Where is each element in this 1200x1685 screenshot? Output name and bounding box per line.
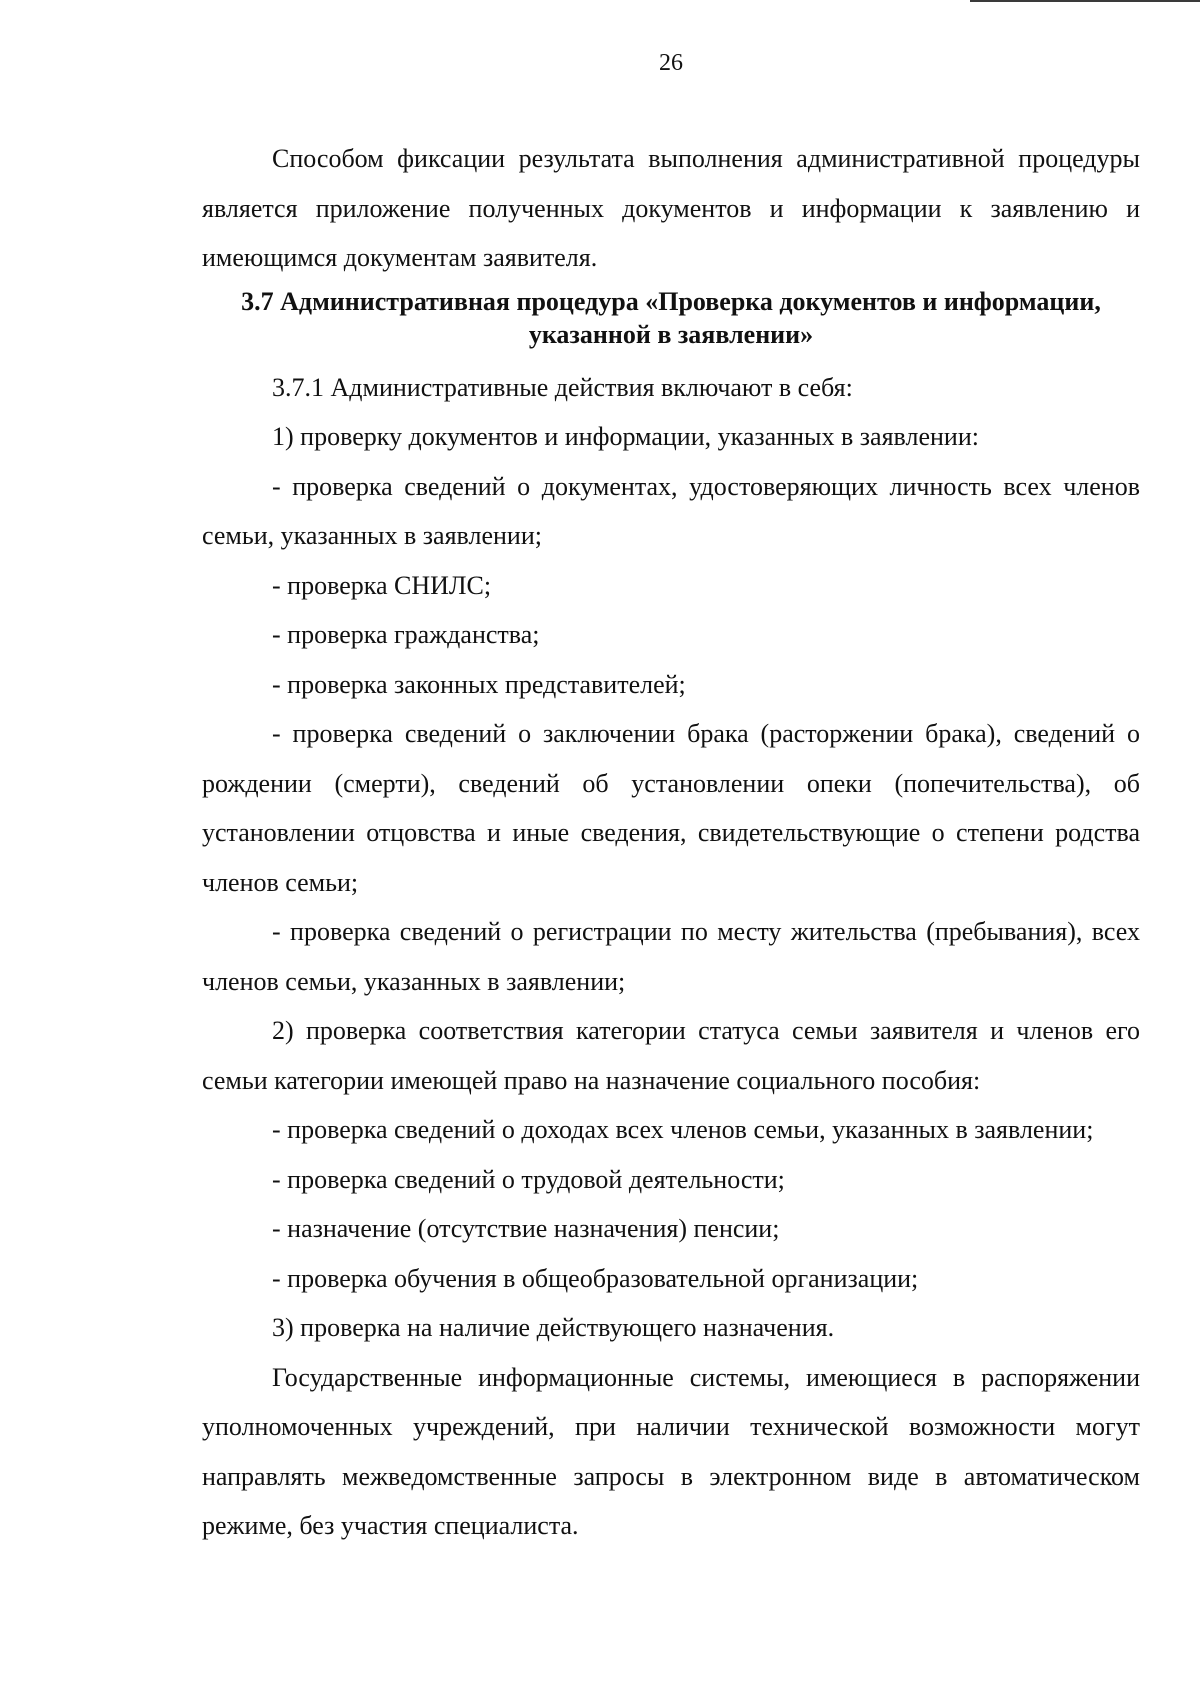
- list-subitem-employment: - проверка сведений о трудовой деятельности;: [272, 1164, 785, 1194]
- list-subitem-registration: - проверка сведений о регистрации по месту жительства (пребывания), всех членов семьи, указанных в заявлении;: [202, 917, 1140, 996]
- list-subitem-pension: - назначение (отсутствие назначения) пенсии;: [272, 1214, 780, 1243]
- list-item-3: 3) проверка на наличие действующего назначения.: [272, 1313, 835, 1342]
- paragraph-fixation: Способом фиксации результата выполнения административной процедуры является приложение полученных документов и информации к заявлению и имеющимся документам заявителя.: [202, 144, 1140, 272]
- list-subitem-representatives: - проверка законных представителей;: [272, 669, 686, 699]
- list-subitem-marriage: - проверка сведений о заключении брака (расторжении брака), сведений о рождении (смерти), сведений об установлении опеки (попечительства), об установлении отцовства и иные сведения, свидетельствующие о степени родства членов семьи;: [202, 719, 1140, 897]
- list-item-1: 1) проверку документов и информации, указанных в заявлении:: [272, 422, 979, 451]
- page-number: 26: [659, 50, 683, 76]
- document-body: [202, 134, 1140, 1551]
- paragraph-3-7-1: 3.7.1 Административные действия включают в себя:: [272, 372, 853, 402]
- section-heading-line-1: 3.7 Административная процедура «Проверка документов и информации,: [241, 286, 1101, 316]
- list-subitem-citizenship: - проверка гражданства;: [272, 620, 540, 649]
- section-heading: [202, 285, 1140, 351]
- list-subitem-income: - проверка сведений о доходах всех членов семьи, указанных в заявлении;: [272, 1115, 1094, 1144]
- scan-edge-line: [970, 0, 1200, 2]
- section-heading-line-2: указанной в заявлении»: [528, 319, 814, 349]
- list-subitem-education: - проверка обучения в общеобразовательной организации;: [272, 1263, 919, 1293]
- list-item-2: 2) проверка соответствия категории статуса семьи заявителя и членов его семьи категории имеющей право на назначение социального пособия:: [202, 1016, 1140, 1095]
- list-subitem-snils: - проверка СНИЛС;: [272, 570, 492, 600]
- list-subitem-identity: - проверка сведений о документах, удостоверяющих личность всех членов семьи, указанных в заявлении;: [202, 471, 1140, 550]
- paragraph-information-systems: Государственные информационные системы, имеющиеся в распоряжении уполномоченных учреждений, при наличии технической возможности могут направлять межведомственные запросы в электронном виде в автоматическом режиме, без участия специалиста.: [202, 1362, 1140, 1540]
